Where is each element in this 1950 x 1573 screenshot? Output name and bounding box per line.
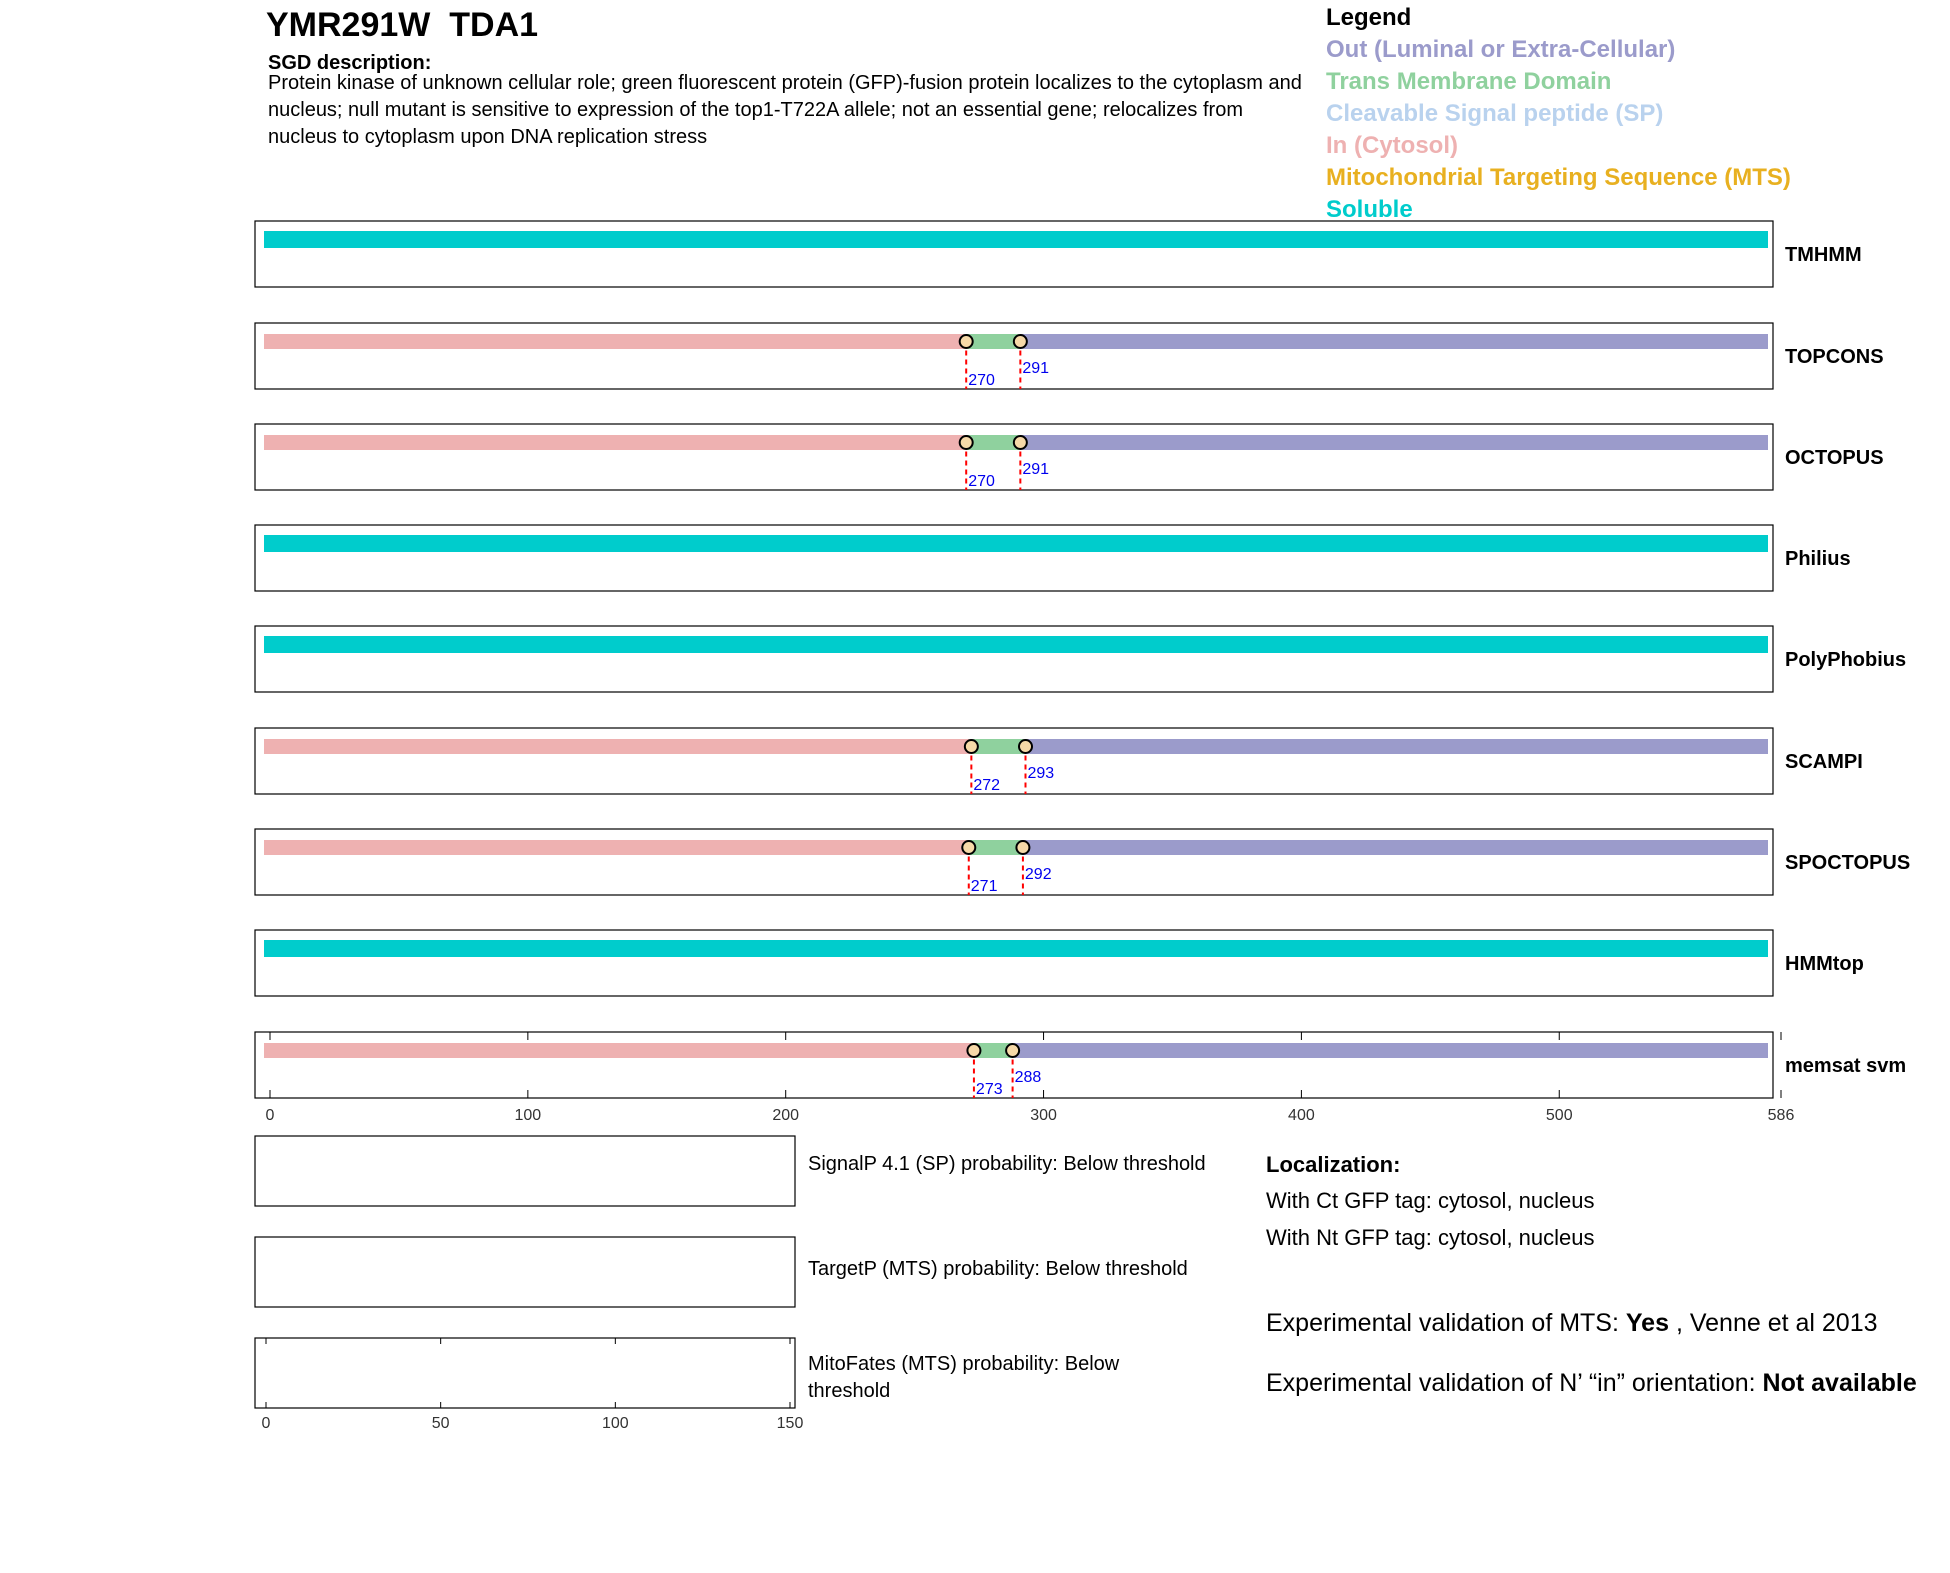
tm-segment-scampi <box>971 739 1025 754</box>
tm-segment-octopus <box>966 435 1020 450</box>
track-frame-topcons <box>255 323 1773 389</box>
legend-item-in: In (Cytosol) <box>1326 132 1458 159</box>
tm-end-label: 292 <box>1024 866 1052 883</box>
soluble-segment-hmmtop <box>264 940 1768 957</box>
tm-end-marker <box>1014 335 1027 348</box>
track-frame-tmhmm <box>255 221 1773 287</box>
localization-heading: Localization: <box>1266 1152 1401 1177</box>
mitofates-text: MitoFates (MTS) probability: Below threshold <box>808 1353 1120 1402</box>
tm-end-marker <box>1019 740 1032 753</box>
mts-validation-label: Experimental validation of MTS: <box>1266 1309 1626 1337</box>
tm-end-marker <box>1006 1044 1019 1057</box>
in-segment-memsat-svm <box>264 1043 974 1058</box>
tm-start-label: 272 <box>973 777 1001 794</box>
out-segment-topcons <box>1020 334 1768 349</box>
tm-start-label: 270 <box>968 372 995 389</box>
tm-end-marker <box>1016 841 1029 854</box>
in-segment-topcons <box>264 334 966 349</box>
track-label-topcons: TOPCONS <box>1785 346 1884 368</box>
tm-end-label: 293 <box>1027 765 1055 782</box>
x-tick-label: 400 <box>1288 1107 1315 1124</box>
mts-validation-value: Yes <box>1625 1309 1669 1337</box>
track-frame-memsat-svm <box>255 1032 1773 1098</box>
prob-x-tick-label: 100 <box>601 1415 629 1432</box>
tm-start-marker <box>965 740 978 753</box>
description-text: Protein kinase of unknown cellular role; green fluorescent protein (GFP)-fusion protein localizes to the cytoplasm and nucleus; null mutant is sensitive to expression of the top1-T722A allele; not an essential gene; relocalizes from nucleus to cytoplasm upon DNA replication stress <box>268 72 1302 148</box>
mts-validation-reference: , Venne et al 2013 <box>1669 1309 1878 1337</box>
track-frame-philius <box>255 525 1773 591</box>
prob-x-tick-label: 150 <box>776 1415 804 1432</box>
legend-item-mts: Mitochondrial Targeting Sequence (MTS) <box>1326 164 1791 191</box>
orientation-validation-label: Experimental validation of N’ “in” orientation: <box>1266 1369 1763 1397</box>
page-title: YMR291W TDA1 <box>266 6 539 44</box>
targetp-text: TargetP (MTS) probability: Below threshold <box>808 1258 1188 1280</box>
in-segment-octopus <box>264 435 966 450</box>
tm-start-label: 273 <box>975 1081 1003 1098</box>
tm-start-marker <box>960 335 973 348</box>
track-label-hmmtop: HMMtop <box>1785 953 1864 975</box>
in-segment-scampi <box>264 739 971 754</box>
orientation-validation <box>1266 1367 1926 1399</box>
track-frame-octopus <box>255 424 1773 490</box>
track-frame-hmmtop <box>255 930 1773 996</box>
out-segment-spoctopus <box>1023 840 1768 855</box>
x-tick-label: 300 <box>1030 1107 1057 1124</box>
tm-start-marker <box>962 841 975 854</box>
x-tick-label: 200 <box>772 1107 800 1124</box>
prob-panel-mitofates <box>255 1338 795 1408</box>
legend-item-sp: Cleavable Signal peptide (SP) <box>1326 100 1664 127</box>
tm-segment-topcons <box>966 334 1020 349</box>
x-tick-label: 0 <box>265 1107 275 1124</box>
description-heading: SGD description: <box>268 52 432 74</box>
tm-start-label: 271 <box>970 878 998 895</box>
track-label-octopus: OCTOPUS <box>1785 447 1884 469</box>
track-frame-polyphobius <box>255 626 1773 692</box>
prob-x-tick-label: 50 <box>431 1415 450 1432</box>
track-frame-scampi <box>255 728 1773 794</box>
signalp-text: SignalP 4.1 (SP) probability: Below threshold <box>808 1153 1206 1175</box>
x-tick-label: 586 <box>1767 1107 1795 1124</box>
out-segment-scampi <box>1026 739 1769 754</box>
x-tick-label: 500 <box>1545 1107 1573 1124</box>
legend-item-tm: Trans Membrane Domain <box>1326 68 1612 95</box>
track-label-philius: Philius <box>1785 548 1851 570</box>
prob-x-tick-label: 0 <box>261 1415 271 1432</box>
in-segment-spoctopus <box>264 840 969 855</box>
tm-start-marker <box>960 436 973 449</box>
tm-end-label: 288 <box>1014 1069 1042 1086</box>
soluble-segment-philius <box>264 535 1768 552</box>
x-tick-label: 100 <box>514 1107 542 1124</box>
out-segment-memsat-svm <box>1013 1043 1768 1058</box>
tm-end-marker <box>1014 436 1027 449</box>
prob-panel-signalp <box>255 1136 795 1206</box>
localization-ct-gfp: With Ct GFP tag: cytosol, nucleus <box>1266 1188 1595 1213</box>
tm-start-label: 270 <box>968 473 995 490</box>
tm-start-marker <box>967 1044 980 1057</box>
tm-end-label: 291 <box>1022 360 1050 377</box>
soluble-segment-polyphobius <box>264 636 1768 653</box>
track-label-memsat-svm: memsat svm <box>1785 1055 1907 1077</box>
track-label-tmhmm: TMHMM <box>1785 244 1862 266</box>
track-label-polyphobius: PolyPhobius <box>1785 649 1907 671</box>
legend-item-soluble: Soluble <box>1326 196 1413 223</box>
prob-panel-targetp <box>255 1237 795 1307</box>
localization-nt-gfp: With Nt GFP tag: cytosol, nucleus <box>1266 1225 1595 1250</box>
tm-segment-spoctopus <box>969 840 1023 855</box>
track-frame-spoctopus <box>255 829 1773 895</box>
legend-title: Legend <box>1326 4 1412 31</box>
mts-validation <box>1266 1307 1926 1339</box>
tm-end-label: 291 <box>1022 461 1050 478</box>
orientation-validation-value: Not available <box>1762 1369 1917 1397</box>
soluble-segment-tmhmm <box>264 231 1768 248</box>
out-segment-octopus <box>1020 435 1768 450</box>
track-label-scampi: SCAMPI <box>1785 751 1863 773</box>
track-label-spoctopus: SPOCTOPUS <box>1785 852 1911 874</box>
legend-item-out: Out (Luminal or Extra-Cellular) <box>1326 36 1676 63</box>
